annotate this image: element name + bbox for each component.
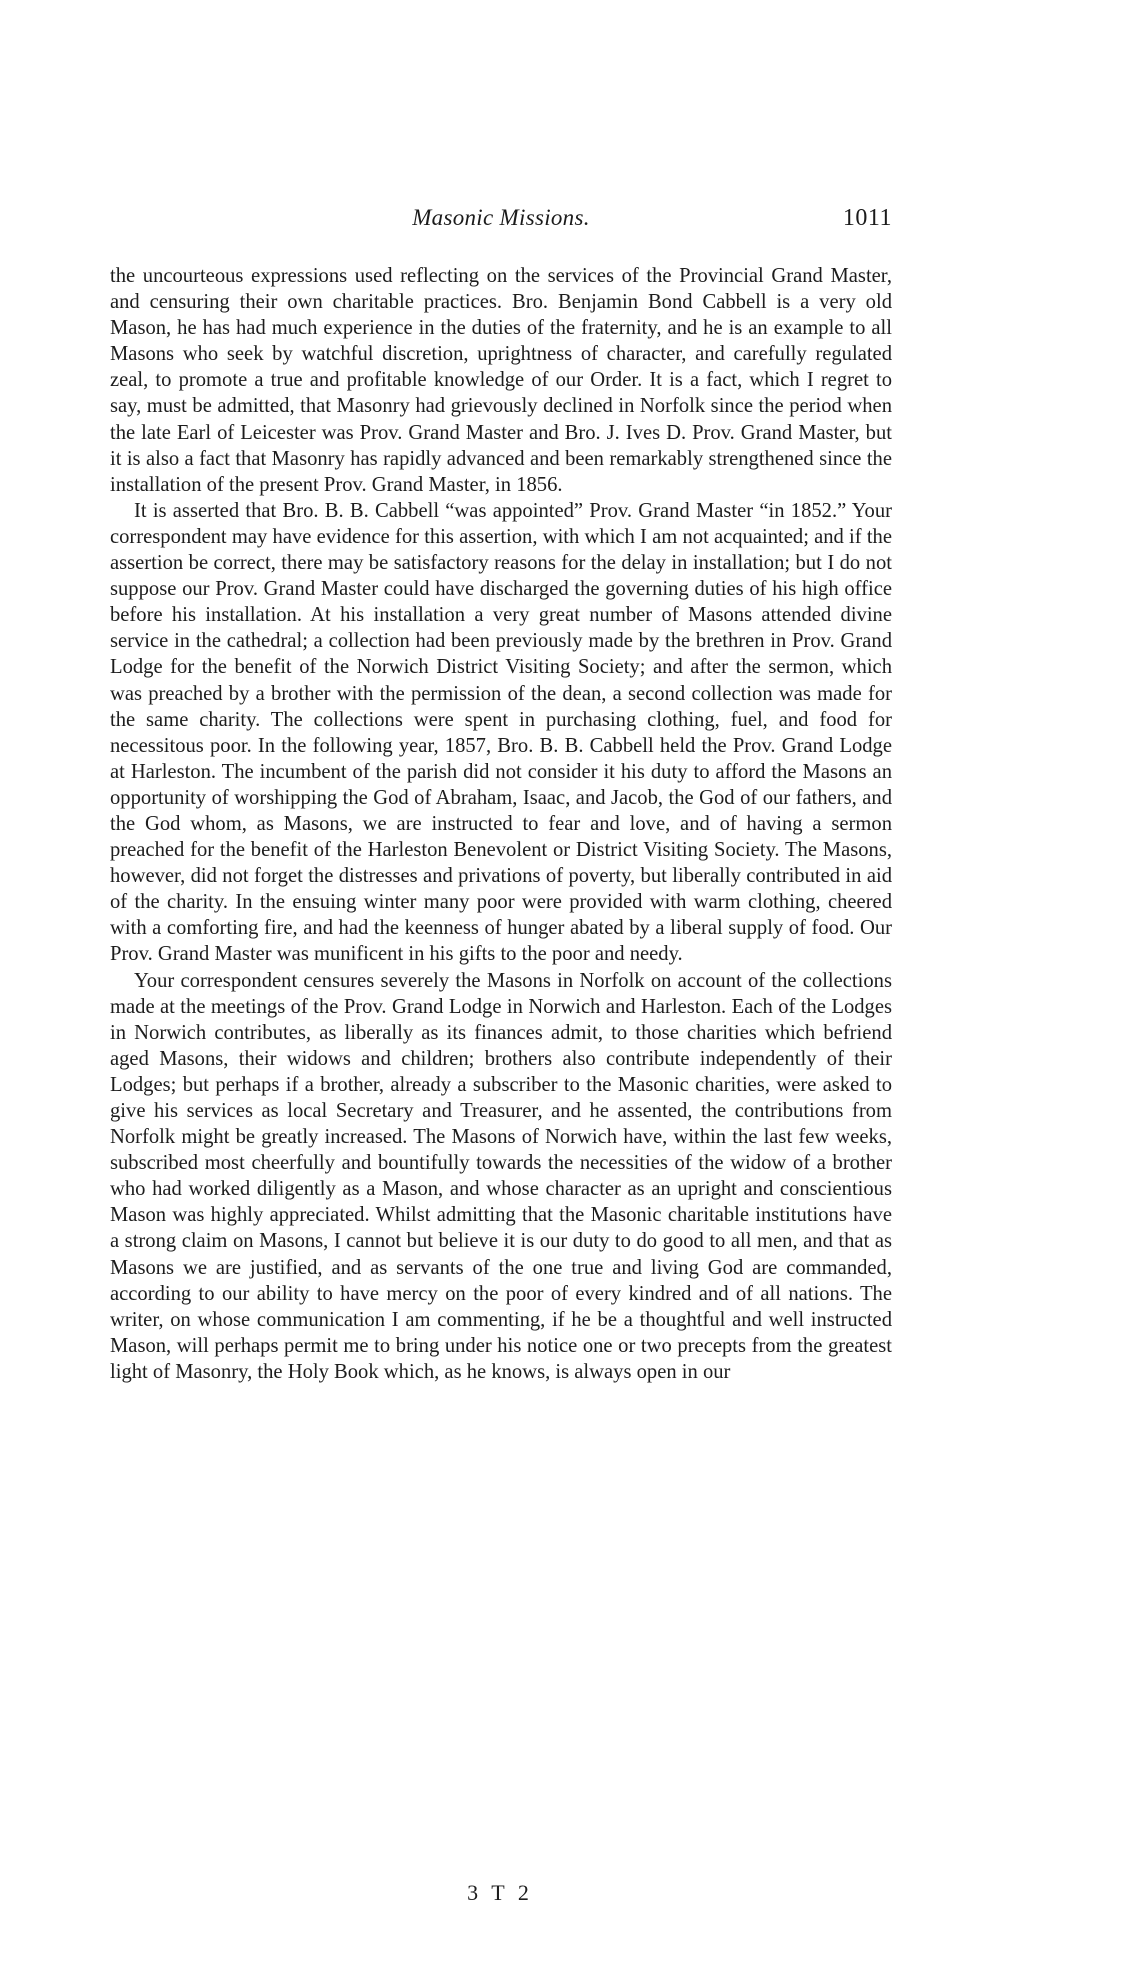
body-text <box>110 263 892 1385</box>
paragraph-3: Your correspondent censures severely the Masons in Norfolk on account of the collections made at the meetings of the Prov. Grand Lodge in Norwich and Harleston. Each of the Lodges in Norwich contributes, as liberally as its finances admit, to those charities which befriend aged Masons, their widows and children; brothers also contribute independently of their Lodges; but perhaps if a brother, already a subscriber to the Masonic charities, were asked to give his services as local Secretary and Treasurer, and he assented, the contributions from Norfolk might be greatly increased. The Masons of Norwich have, within the last few weeks, subscribed most cheerfully and bountifully towards the necessities of the widow of a brother who had worked diligently as a Mason, and whose character as an upright and conscientious Mason was highly appreciated. Whilst admitting that the Masonic charitable institutions have a strong claim on Masons, I cannot but believe it is our duty to do good to all men, and that as Masons we are justified, and as servants of the one true and living God are commanded, according to our ability to have mercy on the poor of every kindred and of all nations. The writer, on whose communication I am commenting, if he be a thoughtful and well instructed Mason, will perhaps permit me to bring under his notice one or two precepts from the greatest light of Masonry, the Holy Book which, as he knows, is always open in our <box>110 969 892 1383</box>
page-number: 1011 <box>842 205 892 231</box>
paragraph-1: the uncourteous expressions used reflecting on the services of the Provincial Grand Master, and censuring their own charitable practices. Bro. Benjamin Bond Cabbell is a very old Mason, he has had much experience in the duties of the fraternity, and he is an example to all Masons who seek by watchful discretion, uprightness of character, and carefully regulated zeal, to promote a true and profitable knowledge of our Order. It is a fact, which I regret to say, must be admitted, that Masonry had grievously declined in Norfolk since the period when the late Earl of Leicester was Prov. Grand Master and Bro. J. Ives D. Prov. Grand Master, but it is also a fact that Masonry has rapidly advanced and been remarkably strengthened since the installation of the present Prov. Grand Master, in 1856. <box>110 265 892 496</box>
running-head <box>110 205 892 239</box>
signature-mark: 3 T 2 <box>467 1880 533 1905</box>
paragraph-2: It is asserted that Bro. B. B. Cabbell “was appointed” Prov. Grand Master “in 1852.” Your correspondent may have evidence for this assertion, with which I am not acquainted; and if the assertion be correct, there may be satisfactory reasons for the delay in installation; but I do not suppose our Prov. Grand Master could have discharged the governing duties of his high office before his installation. At his installation a very great number of Masons attended divine service in the cathedral; a collection had been previously made by the brethren in Prov. Grand Lodge for the benefit of the Norwich District Visiting Society; and after the sermon, which was preached by a brother with the permission of the dean, a second collection was made for the same charity. The collections were spent in purchasing clothing, fuel, and food for necessitous poor. In the following year, 1857, Bro. B. B. Cabbell held the Prov. Grand Lodge at Harleston. The incumbent of the parish did not consider it his duty to afford the Masons an opportunity of worshipping the God of Abraham, Isaac, and Jacob, the God of our fathers, and the God whom, as Masons, we are instructed to fear and love, and of having a sermon preached for the benefit of the Harleston Benevolent or District Visiting Society. The Masons, however, did not forget the distresses and privations of poverty, but liberally contributed in aid of the charity. In the ensuing winter many poor were provided with warm clothing, cheered with a comforting fire, and had the keenness of hunger abated by a liberal supply of food. Our Prov. Grand Master was munificent in his gifts to the poor and needy. <box>110 499 892 966</box>
running-title: Masonic Missions. <box>412 205 590 230</box>
